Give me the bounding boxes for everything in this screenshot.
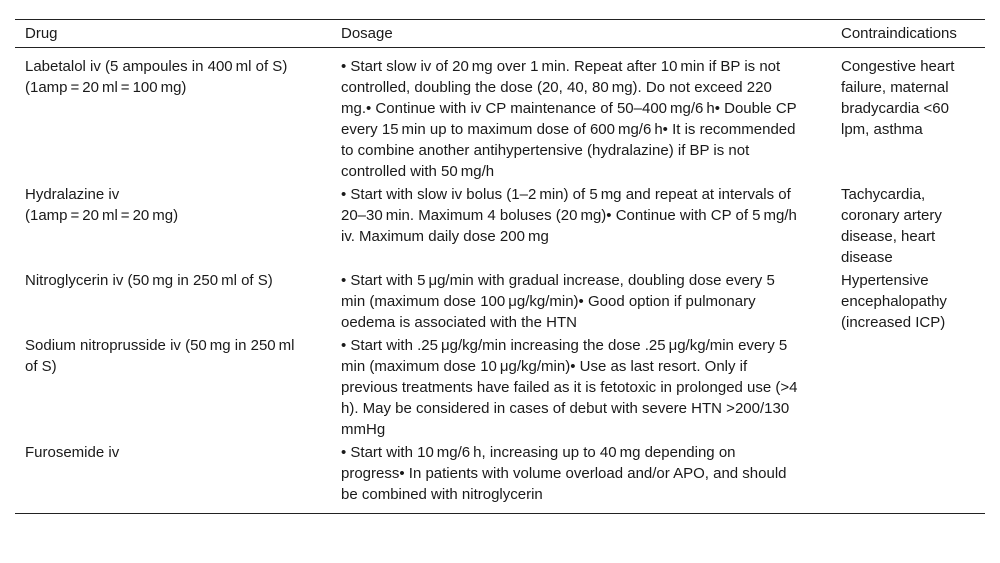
contraindications-cell: Tachycardia, coronary artery disease, heart disease xyxy=(841,186,947,266)
dosage-cell: • Start with .25 μg/kg/min increasing the dose .25 μg/kg/min every 5 min (maximum dose 10 μg/kg/min)• Use as last resort. Only if previous treatments have failed as it is fetotoxic in prolonged use (>4 h). May be considered in cases of debut with severe HTN >200/130 mmHg xyxy=(341,337,801,438)
dosage-cell: • Start with slow iv bolus (1–2 min) of 5 mg and repeat at intervals of 20–30 min. Maximum 4 boluses (20 mg)• Continue with CP of 5 mg/h iv. Maximum daily dose 200 mg xyxy=(341,186,802,245)
table-row-labetalol xyxy=(15,48,985,185)
header-dosage: Dosage xyxy=(331,20,831,48)
dosage-cell: • Start slow iv of 20 mg over 1 min. Repeat after 10 min if BP is not controlled, doubling the dose (20, 40, 80 mg). Do not exceed 220 mg.• Continue with iv CP maintenance of 50–400 mg/6 h• Double CP every 15 min up to maximum dose of 600 mg/6 h• It is recommended to combine another antihypertensive (hydralazine) if BP is not controlled with 50 mg/h xyxy=(341,58,801,180)
drug-cell: Labetalol iv (5 ampoules in 400 ml of S) (1amp = 20 ml = 100 mg) xyxy=(25,58,288,96)
dosage-cell: • Start with 10 mg/6 h, increasing up to 40 mg depending on progress• In patients with volume overload and/or APO, and should be combined with nitroglycerin xyxy=(331,442,831,514)
table-row-sodium-nitroprusside xyxy=(15,335,985,442)
header-contraindications: Contraindications xyxy=(831,20,985,48)
contraindications-cell: Congestive heart failure, maternal bradycardia <60 lpm, asthma xyxy=(841,58,959,138)
dosage-cell: • Start with 5 μg/min with gradual increase, doubling dose every 5 min (maximum dose 100 μg/kg/min)• Good option if pulmonary oedema is associated with the HTN xyxy=(341,272,778,331)
table-row-furosemide xyxy=(15,442,985,514)
header-drug: Drug xyxy=(15,20,331,48)
drug-table-container xyxy=(15,19,985,514)
drug-dosage-table xyxy=(15,19,985,514)
contraindications-cell: Hypertensive encephalopathy (increased ICP) xyxy=(841,272,952,331)
drug-cell: Hydralazine iv (1amp = 20 ml = 20 mg) xyxy=(25,186,179,224)
table-row-nitroglycerin xyxy=(15,270,985,335)
contraindications-cell xyxy=(831,442,985,514)
drug-cell: Nitroglycerin iv (50 mg in 250 ml of S) xyxy=(25,272,273,289)
table-row-hydralazine xyxy=(15,184,985,270)
drug-cell: Furosemide iv xyxy=(15,442,331,514)
contraindications-cell xyxy=(831,335,985,442)
drug-cell: Sodium nitroprusside iv (50 mg in 250 ml of S) xyxy=(25,337,299,375)
table-header-row xyxy=(15,20,985,48)
